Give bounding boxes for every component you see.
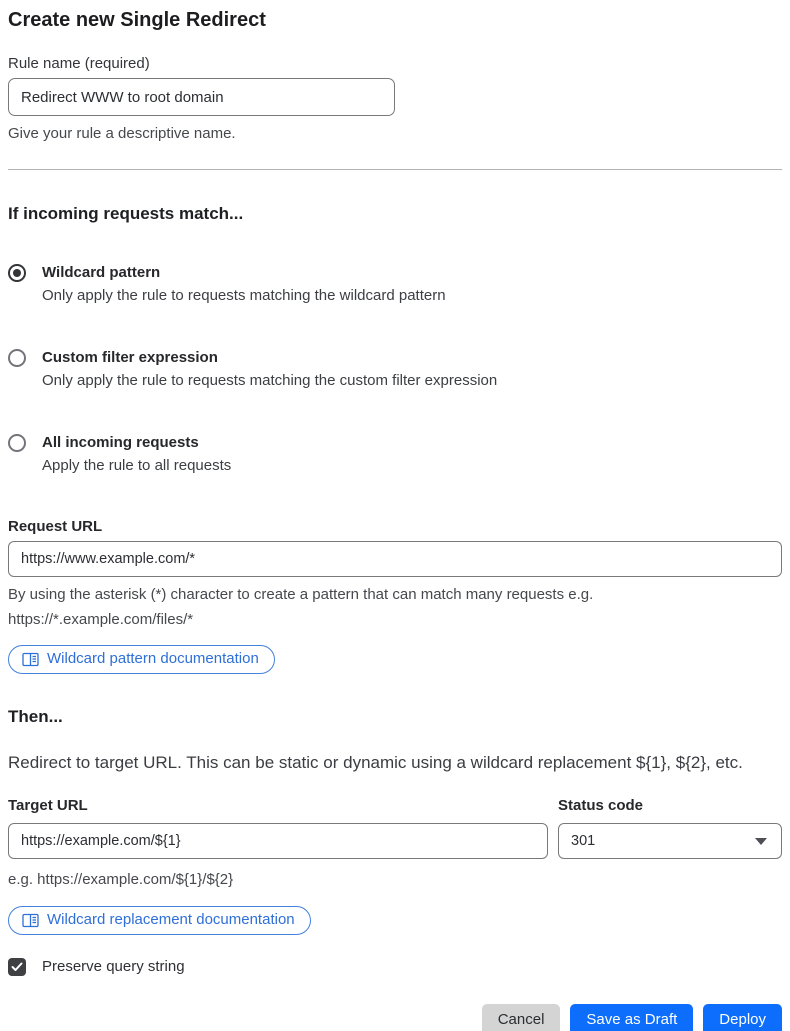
target-url-field bbox=[8, 796, 548, 859]
form-footer bbox=[8, 1004, 782, 1031]
radio-wildcard-pattern-label: Wildcard pattern bbox=[42, 264, 161, 281]
match-type-radio-group bbox=[8, 262, 782, 477]
radio-all-incoming-requests-label: All incoming requests bbox=[42, 434, 199, 451]
preserve-query-label: Preserve query string bbox=[42, 958, 185, 975]
preserve-query-row[interactable] bbox=[8, 956, 782, 978]
wildcard-pattern-doc-label: Wildcard pattern documentation bbox=[47, 650, 259, 667]
rule-name-help: Give your rule a descriptive name. bbox=[8, 125, 236, 142]
wildcard-pattern-doc-button[interactable] bbox=[8, 645, 275, 674]
wildcard-replacement-doc-label: Wildcard replacement documentation bbox=[47, 911, 295, 928]
save-as-draft-button[interactable]: Save as Draft bbox=[570, 1004, 693, 1031]
book-icon bbox=[22, 652, 39, 667]
rule-name-input[interactable] bbox=[8, 78, 395, 116]
request-url-input[interactable] bbox=[8, 541, 782, 577]
radio-custom-filter-expression[interactable] bbox=[8, 347, 782, 392]
deploy-button[interactable]: Deploy bbox=[703, 1004, 782, 1031]
target-url-input[interactable] bbox=[8, 823, 548, 859]
radio-button-icon[interactable] bbox=[8, 434, 26, 452]
radio-all-incoming-requests[interactable] bbox=[8, 432, 782, 477]
status-code-label: Status code bbox=[558, 797, 644, 814]
radio-wildcard-pattern[interactable] bbox=[8, 262, 782, 307]
target-url-label: Target URL bbox=[8, 797, 88, 814]
radio-all-incoming-requests-description: Apply the rule to all requests bbox=[42, 457, 232, 474]
section-divider bbox=[8, 169, 782, 170]
status-code-field bbox=[558, 796, 782, 859]
status-code-select[interactable] bbox=[558, 823, 782, 859]
chevron-down-icon bbox=[755, 838, 767, 845]
request-url-help: By using the asterisk (*) character to create a pattern that can match many requests e.g. https://*.example.com/files/* bbox=[8, 586, 594, 628]
book-icon bbox=[22, 913, 39, 928]
rule-name-label: Rule name (required) bbox=[8, 55, 150, 72]
preserve-query-checkbox[interactable] bbox=[8, 958, 26, 976]
match-section-heading: If incoming requests match... bbox=[8, 204, 244, 223]
status-code-value: 301 bbox=[571, 833, 596, 849]
cancel-button[interactable]: Cancel bbox=[482, 1004, 561, 1031]
then-section-description: Redirect to target URL. This can be static or dynamic using a wildcard replacement ${1}, ${2}, etc. bbox=[8, 753, 743, 772]
wildcard-replacement-doc-button[interactable] bbox=[8, 906, 311, 935]
check-icon bbox=[11, 962, 23, 972]
target-row bbox=[8, 796, 782, 859]
radio-button-icon[interactable] bbox=[8, 349, 26, 367]
radio-custom-filter-expression-description: Only apply the rule to requests matching the custom filter expression bbox=[42, 372, 498, 389]
request-url-label: Request URL bbox=[8, 518, 103, 535]
radio-custom-filter-expression-label: Custom filter expression bbox=[42, 349, 218, 366]
radio-button-icon[interactable] bbox=[8, 264, 26, 282]
radio-wildcard-pattern-description: Only apply the rule to requests matching the wildcard pattern bbox=[42, 287, 446, 304]
then-section-heading: Then... bbox=[8, 707, 63, 726]
page-title: Create new Single Redirect bbox=[8, 9, 266, 31]
target-url-help: e.g. https://example.com/${1}/${2} bbox=[8, 871, 234, 888]
